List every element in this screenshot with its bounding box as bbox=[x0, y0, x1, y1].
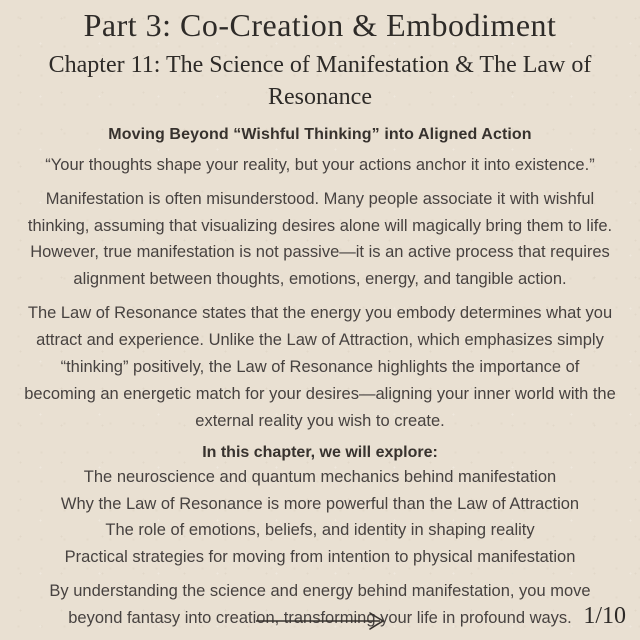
paragraph-closing: By understanding the science and energy behind manifestation, you move beyond fantasy into creation, transforming your life in profound ways. bbox=[49, 582, 591, 628]
list-item: Practical strategies for moving from intention to physical manifestation bbox=[64, 548, 576, 567]
page-indicator: 1/10 bbox=[583, 603, 626, 629]
next-page-arrow-icon[interactable] bbox=[254, 610, 386, 632]
paragraph-manifestation: Manifestation is often misunderstood. Many people associate it with wishful thinking, assuming that visualizing desires alone will magically bring them to life. However, true manifestation is not passive—it is an active process that requires alignment between thoughts, emotions, energy, and tangible action. bbox=[27, 189, 613, 289]
section-heading: Moving Beyond “Wishful Thinking” into Aligned Action bbox=[108, 125, 532, 143]
list-item: The role of emotions, beliefs, and identity in shaping reality bbox=[105, 521, 535, 540]
chapter-title: Chapter 11: The Science of Manifestation & The Law of Resonance bbox=[48, 52, 592, 110]
list-item: The neuroscience and quantum mechanics behind manifestation bbox=[83, 467, 557, 486]
page-title: Part 3: Co-Creation & Embodiment bbox=[83, 7, 557, 43]
paragraph-law-of-resonance: The Law of Resonance states that the energy you embody determines what you attract and experience. Unlike the Law of Attraction, which emphasizes simply “thinking” positively, the Law of Resonance highlights the importance of becoming an energetic match for your desires—aligning your inner world with the external reality you wish to create. bbox=[24, 304, 616, 430]
explore-heading: In this chapter, we will explore: bbox=[202, 443, 438, 461]
quote-text: “Your thoughts shape your reality, but your actions anchor it into existence.” bbox=[45, 155, 595, 174]
explore-list bbox=[24, 464, 616, 572]
list-item: Why the Law of Resonance is more powerful than the Law of Attraction bbox=[60, 494, 580, 513]
